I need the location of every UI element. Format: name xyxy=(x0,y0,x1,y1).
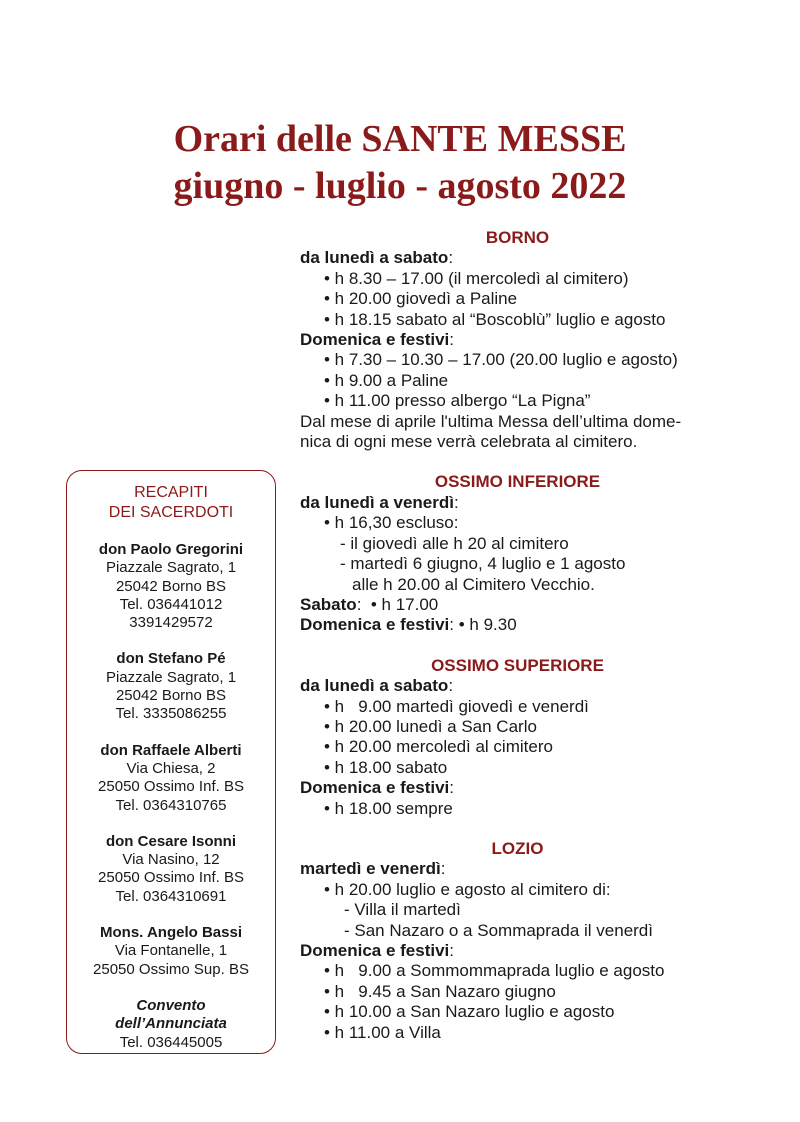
priest-phone: Tel. 0364310765 xyxy=(115,796,227,814)
lozio-exception: - San Nazaro o a Sommaprada il venerdì xyxy=(344,920,653,940)
priest-name: Mons. Angelo Bassi xyxy=(100,924,242,942)
page-title: Orari delle SANTE MESSE xyxy=(173,118,627,160)
borno-holiday-item: • h 9.00 a Paline xyxy=(324,370,449,390)
borno-weekday-label: da lunedì a sabato: xyxy=(300,248,454,268)
priest-contact xyxy=(67,742,275,815)
priest-city: 25042 Borno BS xyxy=(115,687,227,705)
borno-weekday-item: • h 18.15 sabato al “Boscoblù” luglio e agosto xyxy=(324,309,666,329)
priest-contact xyxy=(67,833,275,906)
priest-phone: Tel. 036441012 xyxy=(119,595,223,613)
borno-holiday-label: Domenica e festivi: xyxy=(300,330,455,350)
convent-phone: Tel. 036445005 xyxy=(119,1033,223,1051)
ossimo-inf-holiday: Domenica e festivi: • h 9.30 xyxy=(300,615,517,635)
borno-note-line: Dal mese di aprile l'ultima Messa dell’ultima dome- xyxy=(300,411,682,431)
priest-phone: Tel. 3335086255 xyxy=(115,705,227,723)
lozio-holiday-item: • h 9.00 a Sommommaprada luglio e agosto xyxy=(324,961,665,981)
lozio-holiday-item: • h 10.00 a San Nazaro luglio e agosto xyxy=(324,1002,615,1022)
section-title-lozio: LOZIO xyxy=(491,838,544,858)
priest-address: Via Nasino, 12 xyxy=(122,851,220,869)
priest-city: 25050 Ossimo Sup. BS xyxy=(93,960,249,978)
section-title-borno: BORNO xyxy=(485,228,550,247)
priest-address: Via Fontanelle, 1 xyxy=(114,942,228,960)
borno-holiday-item: • h 11.00 presso albergo “La Pigna” xyxy=(324,391,591,411)
ossimo-sup-holiday-item: • h 18.00 sempre xyxy=(324,798,453,818)
borno-note-line: nica di ogni mese verrà celebrata al cimitero. xyxy=(300,432,638,452)
lozio-weekday-item: • h 20.00 luglio e agosto al cimitero di: xyxy=(324,879,611,899)
priest-phone: Tel. 0364310691 xyxy=(115,887,227,905)
lozio-holiday-item: • h 11.00 a Villa xyxy=(324,1022,441,1042)
priest-mobile: 3391429572 xyxy=(129,614,213,632)
schedule-column xyxy=(300,228,735,1043)
borno-weekday-item: • h 8.30 – 17.00 (il mercoledì al cimitero) xyxy=(324,268,629,288)
lozio-holiday-item: • h 9.45 a San Nazaro giugno xyxy=(324,981,556,1001)
priest-name: don Paolo Gregorini xyxy=(98,541,244,558)
ossimo-inf-weekday-label: da lunedì a venerdì: xyxy=(300,492,459,512)
ossimo-inf-exception: - martedì 6 giugno, 4 luglio e 1 agosto xyxy=(340,554,626,574)
ossimo-sup-weekday-label: da lunedì a sabato: xyxy=(300,676,454,696)
section-title-ossimo-superiore: OSSIMO SUPERIORE xyxy=(431,655,604,675)
priest-address: Piazzale Sagrato, 1 xyxy=(105,559,237,577)
priest-name: don Cesare Isonni xyxy=(105,832,237,850)
ossimo-inf-weekday-item: • h 16,30 escluso: xyxy=(324,513,459,533)
priest-city: 25050 Ossimo Inf. BS xyxy=(98,778,244,796)
borno-holiday-item: • h 7.30 – 10.30 – 17.00 (20.00 luglio e agosto) xyxy=(324,350,678,370)
ossimo-sup-weekday-item: • h 18.00 sabato xyxy=(324,757,448,777)
contacts-title: RECAPITI DEI SACERDOTI xyxy=(108,484,234,521)
borno-weekday-item: • h 20.00 giovedì a Paline xyxy=(324,289,518,309)
priest-contact xyxy=(67,924,275,979)
convent-name: dell’Annunciata xyxy=(115,1015,227,1033)
ossimo-sup-weekday-item: • h 20.00 mercoledì al cimitero xyxy=(324,737,553,757)
ossimo-inf-saturday: Sabato: • h 17.00 xyxy=(300,594,439,614)
priest-name: don Raffaele Alberti xyxy=(100,741,242,759)
ossimo-inf-exception: - il giovedì alle h 20 al cimitero xyxy=(340,533,569,553)
priest-contact xyxy=(67,650,275,723)
priest-name: don Stefano Pé xyxy=(116,650,226,668)
priest-contact xyxy=(67,541,275,632)
ossimo-sup-weekday-item: • h 20.00 lunedì a San Carlo xyxy=(324,716,537,736)
lozio-weekday-label: martedì e venerdì: xyxy=(300,859,446,879)
lozio-holiday-label: Domenica e festivi: xyxy=(300,941,455,960)
priest-address: Piazzale Sagrato, 1 xyxy=(105,668,237,686)
priest-address: Via Chiesa, 2 xyxy=(126,759,216,777)
page-subtitle: giugno - luglio - agosto 2022 xyxy=(173,165,627,207)
priest-city: 25042 Borno BS xyxy=(115,577,227,595)
convent-name: Convento xyxy=(136,996,206,1014)
priest-city: 25050 Ossimo Inf. BS xyxy=(98,869,244,887)
ossimo-sup-weekday-item: • h 9.00 martedì giovedì e venerdì xyxy=(324,696,589,716)
ossimo-inf-exception-cont: alle h 20.00 al Cimitero Vecchio. xyxy=(352,574,595,594)
convent-contact xyxy=(67,997,275,1052)
contacts-box xyxy=(66,470,276,1054)
section-title-ossimo-inferiore: OSSIMO INFERIORE xyxy=(434,472,601,492)
ossimo-sup-holiday-label: Domenica e festivi: xyxy=(300,778,455,798)
lozio-exception: - Villa il martedì xyxy=(344,900,461,920)
